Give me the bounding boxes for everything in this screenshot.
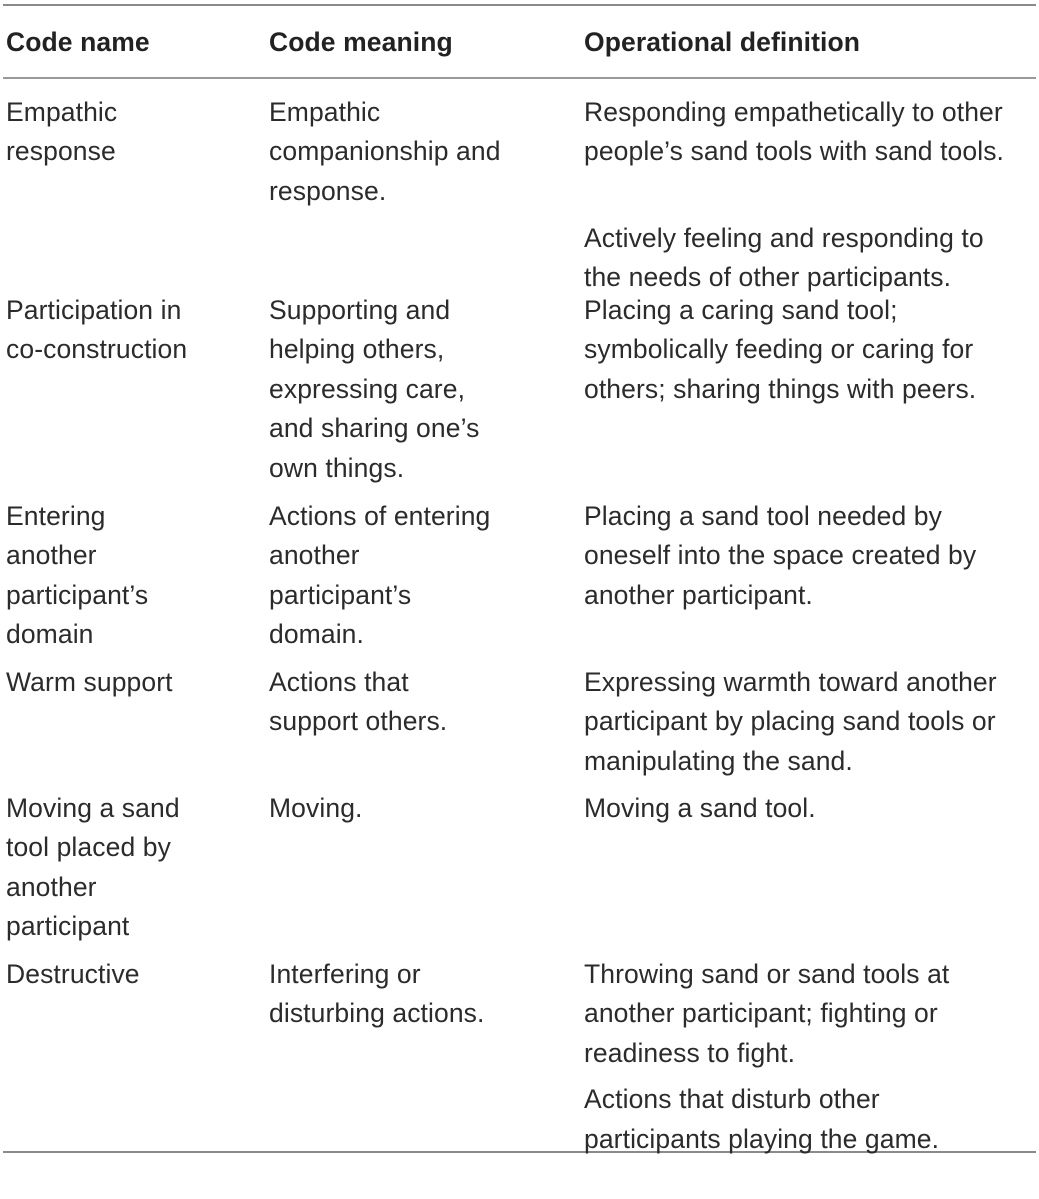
- definition-item: Moving a sand tool.: [584, 792, 816, 823]
- code-name-cell: Empathic response: [6, 96, 118, 166]
- definition-item: Throwing sand or sand tools at another participant; fighting or readiness to fight.: [584, 958, 950, 1068]
- code-name-cell: Warm support: [6, 666, 173, 697]
- code-name-cell: Destructive: [6, 958, 140, 989]
- code-meaning-cell: Empathic companionship and response.: [269, 96, 501, 206]
- header-code-name: Code name: [6, 26, 150, 57]
- definition-cell: [584, 789, 1036, 829]
- code-meaning-cell: Supporting and helping others, expressing care, and sharing one’s own things.: [269, 294, 480, 483]
- definition-item: Responding empathetically to other people’s sand tools with sand tools.: [584, 96, 1005, 166]
- code-name-cell: Participation in co-construction: [6, 294, 188, 364]
- definition-item: Expressing warmth toward another participant by placing sand tools or manipulating the sand.: [584, 666, 997, 776]
- definition-cell: [584, 93, 1036, 298]
- code-meaning-cell: Interfering or disturbing actions.: [269, 958, 485, 1028]
- table-row: [3, 663, 1036, 789]
- table-body: [3, 79, 1036, 1154]
- code-meaning-cell: Actions that support others.: [269, 666, 448, 736]
- table-row: [3, 789, 1036, 955]
- definition-cell: [584, 955, 1036, 1160]
- code-name-cell: Entering another participant’s domain: [6, 500, 149, 649]
- definition-item: Placing a sand tool needed by oneself into the space created by another participant.: [584, 500, 977, 610]
- coding-table: [3, 4, 1036, 1153]
- table-header-row: [3, 6, 1036, 77]
- table-row: [3, 497, 1036, 663]
- table-row: [3, 291, 1036, 497]
- definition-cell: [584, 497, 1036, 616]
- definition-cell: [584, 291, 1036, 410]
- definition-item: Placing a caring sand tool; symbolically feeding or caring for others; sharing things with peers.: [584, 294, 977, 404]
- code-name-cell: Moving a sand tool placed by another participant: [6, 792, 180, 941]
- header-operational-definition: Operational definition: [584, 26, 861, 57]
- header-code-meaning: Code meaning: [269, 26, 453, 57]
- definition-item: Actively feeling and responding to the needs of other participants.: [584, 222, 984, 292]
- table-row: [3, 93, 1036, 291]
- definition-cell: [584, 663, 1036, 782]
- code-meaning-cell: Moving.: [269, 792, 363, 823]
- definition-item: Actions that disturb other participants playing the game.: [584, 1084, 940, 1154]
- table-row: [3, 955, 1036, 1154]
- code-meaning-cell: Actions of entering another participant’s domain.: [269, 500, 491, 649]
